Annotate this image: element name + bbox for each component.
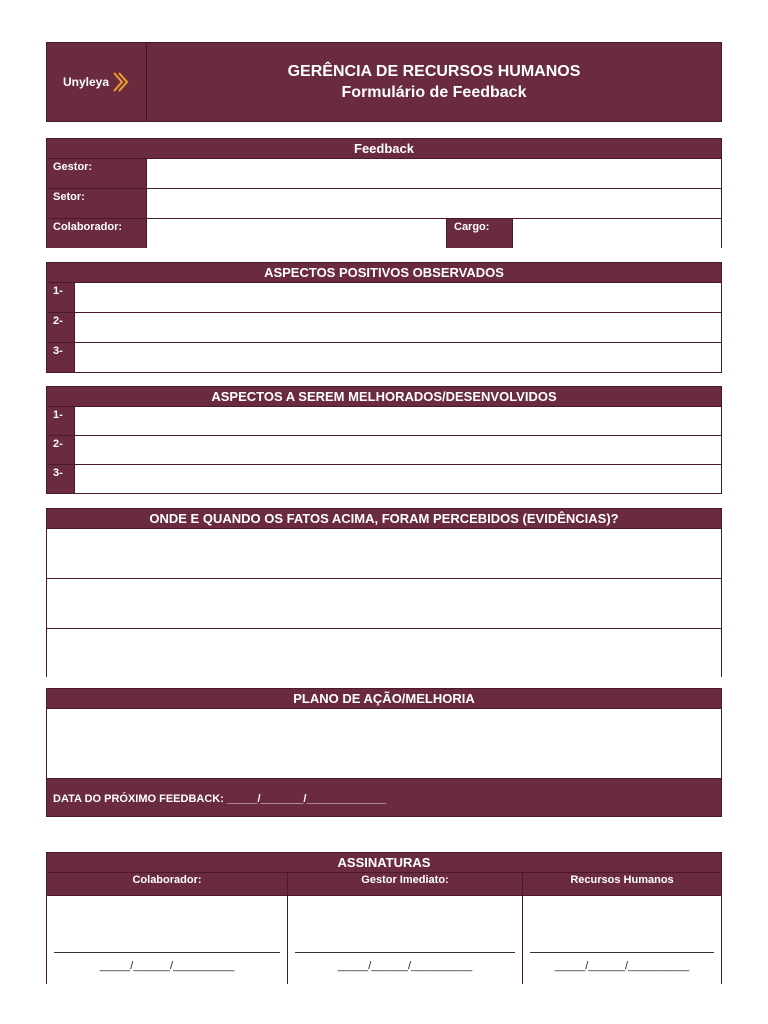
signature-date[interactable]: _____/______/__________ <box>554 960 690 972</box>
signatures-title: ASSINATURAS <box>47 853 721 872</box>
item-number: 2- <box>47 436 75 464</box>
page-subtitle: Formulário de Feedback <box>341 83 527 101</box>
evidence-section <box>46 508 722 677</box>
action-plan-title: PLANO DE AÇÃO/MELHORIA <box>47 689 721 708</box>
item-number: 3- <box>47 465 75 493</box>
page-title: GERÊNCIA DE RECURSOS HUMANOS <box>287 62 581 80</box>
gestor-label: Gestor: <box>47 159 147 188</box>
logo-chevron-icon <box>112 71 130 93</box>
logo-text: Unyleya <box>62 75 110 89</box>
feedback-section <box>46 138 722 248</box>
positive-aspects-section <box>46 262 722 373</box>
improvement-aspect-field[interactable] <box>75 407 721 435</box>
action-plan-field[interactable] <box>47 708 721 779</box>
item-number: 3- <box>47 343 75 372</box>
gestor-signature-label: Gestor Imediato: <box>287 873 522 895</box>
setor-label: Setor: <box>47 189 147 218</box>
improvement-aspect-field[interactable] <box>75 465 721 493</box>
positive-aspect-field[interactable] <box>75 283 721 312</box>
cargo-label: Cargo: <box>447 219 513 248</box>
improvement-aspects-title: ASPECTOS A SEREM MELHORADOS/DESENVOLVIDOS <box>47 387 721 406</box>
evidence-field[interactable] <box>47 528 721 578</box>
cargo-field[interactable] <box>513 219 721 248</box>
colaborador-signature-box[interactable] <box>47 896 287 984</box>
signature-line <box>295 952 515 953</box>
colaborador-label: Colaborador: <box>47 219 147 248</box>
evidence-field[interactable] <box>47 578 721 628</box>
company-logo <box>47 43 147 121</box>
signature-line <box>530 952 714 953</box>
improvement-aspect-field[interactable] <box>75 436 721 464</box>
form-header <box>46 42 722 122</box>
positive-aspect-field[interactable] <box>75 313 721 342</box>
gestor-field[interactable] <box>147 159 721 188</box>
next-feedback-date[interactable]: DATA DO PRÓXIMO FEEDBACK: _____/_______/_____________ <box>53 793 387 805</box>
positive-aspects-title: ASPECTOS POSITIVOS OBSERVADOS <box>47 263 721 282</box>
feedback-title: Feedback <box>47 139 721 158</box>
positive-aspect-field[interactable] <box>75 343 721 372</box>
signature-date[interactable]: _____/______/__________ <box>337 960 473 972</box>
action-plan-section <box>46 688 722 817</box>
improvement-aspects-section <box>46 386 722 494</box>
rh-signature-label: Recursos Humanos <box>522 873 721 895</box>
rh-signature-box[interactable] <box>522 896 721 984</box>
evidence-field[interactable] <box>47 628 721 678</box>
item-number: 1- <box>47 407 75 435</box>
signatures-section <box>46 852 722 984</box>
setor-field[interactable] <box>147 189 721 218</box>
colaborador-field[interactable] <box>147 219 447 248</box>
item-number: 2- <box>47 313 75 342</box>
signature-date[interactable]: _____/______/__________ <box>99 960 235 972</box>
evidence-title: ONDE E QUANDO OS FATOS ACIMA, FORAM PERCEBIDOS (EVIDÊNCIAS)? <box>47 509 721 528</box>
signature-line <box>54 952 280 953</box>
gestor-signature-box[interactable] <box>287 896 522 984</box>
colaborador-signature-label: Colaborador: <box>132 874 202 886</box>
item-number: 1- <box>47 283 75 312</box>
